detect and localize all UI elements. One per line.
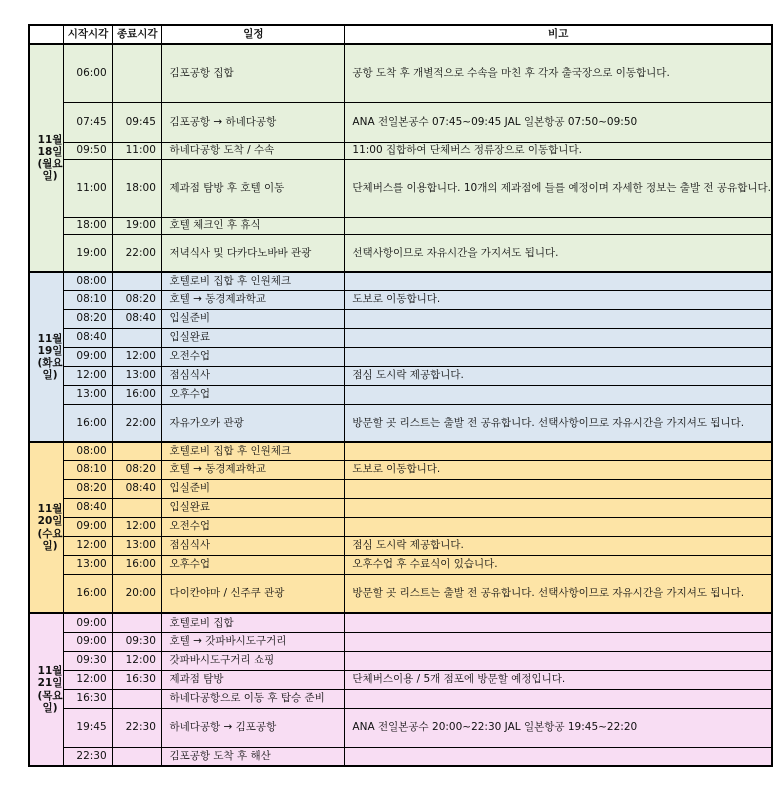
end-time-cell: 18:00 [113,159,162,217]
end-time-cell: 16:00 [113,555,162,574]
schedule-cell: 오후수업 [162,385,345,404]
schedule-row [29,272,772,290]
schedule-row [29,142,772,159]
schedule-row [29,670,772,689]
end-time-cell: 13:00 [113,366,162,385]
end-time-cell: 12:00 [113,347,162,366]
schedule-cell: 하네다공항 도착 / 수속 [162,142,345,159]
schedule-row [29,290,772,309]
schedule-row [29,102,772,142]
note-cell [345,517,772,536]
start-time-cell: 09:30 [64,651,113,670]
note-cell [345,498,772,517]
day-label: 11월 21일 (목요일) [29,613,64,766]
schedule-cell: 호텔로비 집합 후 인원체크 [162,442,345,460]
schedule-row [29,460,772,479]
end-time-cell: 08:20 [113,290,162,309]
schedule-row [29,708,772,747]
note-cell: ANA 전일본공수 07:45~09:45 JAL 일본항공 07:50~09:50 [345,102,772,142]
schedule-cell: 점심식사 [162,366,345,385]
start-time-cell: 08:00 [64,272,113,290]
schedule-row [29,613,772,632]
start-time-cell: 06:00 [64,44,113,102]
start-time-cell: 13:00 [64,555,113,574]
start-time-cell: 08:20 [64,309,113,328]
schedule-row [29,159,772,217]
schedule-row [29,385,772,404]
schedule-body [29,44,772,766]
note-cell: 방문할 곳 리스트는 출발 전 공유합니다. 선택사항이므로 자유시간을 가지셔도 됩니다. [345,574,772,613]
note-cell: 방문할 곳 리스트는 출발 전 공유합니다. 선택사항이므로 자유시간을 가지셔도 됩니다. [345,404,772,442]
note-cell [345,747,772,766]
schedule-cell: 입실완료 [162,328,345,347]
start-time-cell: 19:45 [64,708,113,747]
schedule-row [29,555,772,574]
end-time-cell: 09:45 [113,102,162,142]
header-note: 비고 [345,25,772,44]
note-cell: 11:00 집합하여 단체버스 정류장으로 이동합니다. [345,142,772,159]
schedule-cell: 김포공항 → 하네다공항 [162,102,345,142]
header-row [29,25,772,44]
schedule-row [29,442,772,460]
end-time-cell: 16:00 [113,385,162,404]
schedule-cell: 김포공항 도착 후 해산 [162,747,345,766]
header-day [29,25,64,44]
schedule-cell: 다이칸야마 / 신주쿠 관광 [162,574,345,613]
note-cell [345,347,772,366]
note-cell: 단체버스를 이용합니다. 10개의 제과점에 들를 예정이며 자세한 정보는 출발 전 공유합니다. [345,159,772,217]
day-label: 11월 20일 (수요일) [29,442,64,613]
schedule-cell: 호텔 → 동경제과학교 [162,460,345,479]
schedule-cell: 오후수업 [162,555,345,574]
schedule-cell: 김포공항 집합 [162,44,345,102]
note-cell: 단체버스이용 / 5개 점포에 방문할 예정입니다. [345,670,772,689]
note-cell [345,272,772,290]
start-time-cell: 16:00 [64,404,113,442]
end-time-cell: 20:00 [113,574,162,613]
start-time-cell: 08:20 [64,479,113,498]
schedule-row [29,366,772,385]
start-time-cell: 08:40 [64,328,113,347]
start-time-cell: 08:10 [64,290,113,309]
end-time-cell: 08:20 [113,460,162,479]
schedule-row [29,309,772,328]
note-cell [345,309,772,328]
end-time-cell: 08:40 [113,479,162,498]
note-cell: 선택사항이므로 자유시간을 가지셔도 됩니다. [345,234,772,272]
end-time-cell: 19:00 [113,217,162,234]
start-time-cell: 12:00 [64,366,113,385]
note-cell [345,442,772,460]
end-time-cell [113,442,162,460]
schedule-row [29,689,772,708]
schedule-cell: 호텔 → 갓파바시도구거리 [162,632,345,651]
schedule-row [29,536,772,555]
note-cell: 공항 도착 후 개별적으로 수속을 마친 후 각자 출국장으로 이동합니다. [345,44,772,102]
schedule-cell: 호텔 → 동경제과학교 [162,290,345,309]
note-cell: ANA 전일본공수 20:00~22:30 JAL 일본항공 19:45~22:20 [345,708,772,747]
note-cell [345,651,772,670]
schedule-row [29,44,772,102]
schedule-row [29,479,772,498]
end-time-cell: 12:00 [113,651,162,670]
end-time-cell: 11:00 [113,142,162,159]
note-cell [345,385,772,404]
start-time-cell: 12:00 [64,536,113,555]
schedule-row [29,347,772,366]
schedule-cell: 호텔 체크인 후 휴식 [162,217,345,234]
start-time-cell: 09:50 [64,142,113,159]
schedule-cell: 입실준비 [162,309,345,328]
schedule-cell: 호텔로비 집합 후 인원체크 [162,272,345,290]
note-cell: 오후수업 후 수료식이 있습니다. [345,555,772,574]
day-label: 11월 18일 (월요일) [29,44,64,272]
end-time-cell: 13:00 [113,536,162,555]
day-label: 11월 19일 (화요일) [29,272,64,442]
schedule-cell: 하네다공항 → 김포공항 [162,708,345,747]
schedule-cell: 갓파바시도구거리 쇼핑 [162,651,345,670]
note-cell [345,689,772,708]
schedule-row [29,404,772,442]
end-time-cell [113,44,162,102]
schedule-row [29,574,772,613]
end-time-cell [113,689,162,708]
note-cell [345,479,772,498]
schedule-cell: 제과점 탐방 후 호텔 이동 [162,159,345,217]
end-time-cell: 22:00 [113,404,162,442]
schedule-cell: 제과점 탐방 [162,670,345,689]
schedule-row [29,498,772,517]
start-time-cell: 08:00 [64,442,113,460]
end-time-cell: 08:40 [113,309,162,328]
schedule-cell: 호텔로비 집합 [162,613,345,632]
schedule-cell: 오전수업 [162,347,345,366]
header-start-time: 시작시각 [64,25,113,44]
start-time-cell: 16:30 [64,689,113,708]
start-time-cell: 18:00 [64,217,113,234]
note-cell [345,613,772,632]
note-cell: 점심 도시락 제공합니다. [345,366,772,385]
schedule-cell: 입실준비 [162,479,345,498]
end-time-cell [113,747,162,766]
start-time-cell: 09:00 [64,517,113,536]
schedule-row [29,234,772,272]
start-time-cell: 09:00 [64,613,113,632]
start-time-cell: 07:45 [64,102,113,142]
schedule-row [29,517,772,536]
schedule-row [29,217,772,234]
end-time-cell: 09:30 [113,632,162,651]
schedule-table [28,24,773,767]
note-cell [345,217,772,234]
schedule-row [29,747,772,766]
schedule-cell: 입실완료 [162,498,345,517]
schedule-cell: 하네다공항으로 이동 후 탑승 준비 [162,689,345,708]
schedule-row [29,632,772,651]
start-time-cell: 22:30 [64,747,113,766]
end-time-cell: 16:30 [113,670,162,689]
header-end-time: 종료시각 [113,25,162,44]
schedule-cell: 점심식사 [162,536,345,555]
end-time-cell [113,328,162,347]
start-time-cell: 11:00 [64,159,113,217]
note-cell: 도보로 이동합니다. [345,460,772,479]
note-cell [345,632,772,651]
start-time-cell: 16:00 [64,574,113,613]
start-time-cell: 09:00 [64,632,113,651]
start-time-cell: 08:40 [64,498,113,517]
start-time-cell: 08:10 [64,460,113,479]
schedule-sheet [28,24,773,767]
end-time-cell [113,498,162,517]
start-time-cell: 13:00 [64,385,113,404]
start-time-cell: 09:00 [64,347,113,366]
note-cell [345,328,772,347]
schedule-row [29,328,772,347]
start-time-cell: 19:00 [64,234,113,272]
end-time-cell: 22:00 [113,234,162,272]
start-time-cell: 12:00 [64,670,113,689]
schedule-row [29,651,772,670]
header-schedule: 일정 [162,25,345,44]
schedule-cell: 저녁식사 및 다카다노바바 관광 [162,234,345,272]
schedule-cell: 자유가오카 관광 [162,404,345,442]
end-time-cell [113,272,162,290]
schedule-cell: 오전수업 [162,517,345,536]
end-time-cell: 22:30 [113,708,162,747]
end-time-cell [113,613,162,632]
end-time-cell: 12:00 [113,517,162,536]
note-cell: 도보로 이동합니다. [345,290,772,309]
note-cell: 점심 도시락 제공합니다. [345,536,772,555]
